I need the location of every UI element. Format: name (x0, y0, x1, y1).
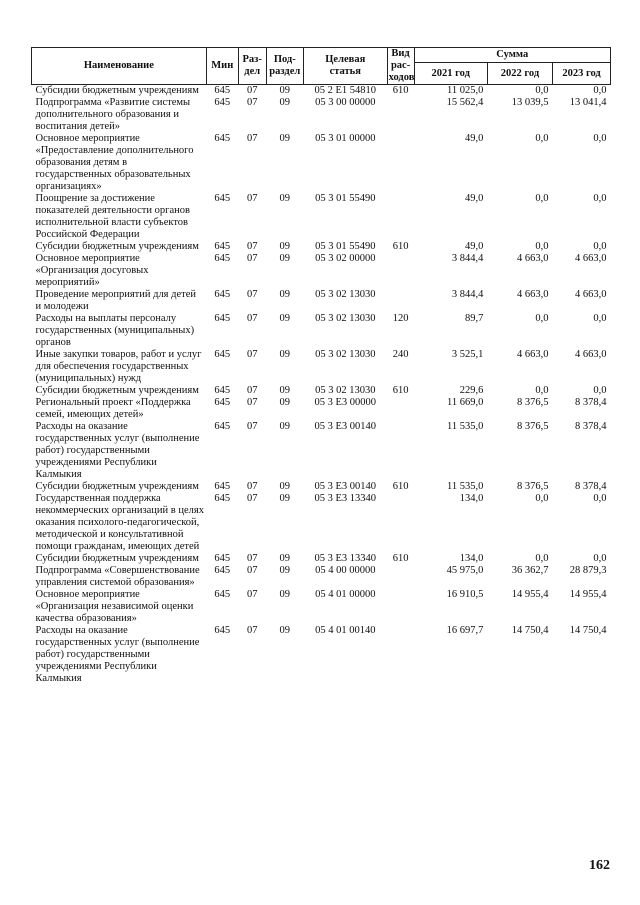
row-name: Субсидии бюджетным учреждениям (35, 385, 199, 396)
row-podrazdel: 09 (279, 493, 291, 504)
row-sum-2021: 229,6 (459, 385, 484, 396)
table-row (32, 85, 611, 98)
row-vid (387, 193, 414, 241)
table-row (32, 193, 611, 241)
row-sum-2021: 3 844,4 (451, 289, 484, 300)
row-name: Субсидии бюджетным учреждениям (35, 553, 199, 564)
row-sum-2021: 49,0 (465, 133, 484, 144)
row-sum-2021: 3 525,1 (451, 349, 484, 360)
row-sum-2023: 0,0 (593, 313, 607, 324)
row-name: Поощрение за достижение показателей деятельности органов исполнительной власти субъектов Российской Федерации (35, 193, 190, 240)
table-row (32, 385, 611, 397)
row-sum-2023: 4 663,0 (575, 289, 607, 300)
row-min: 645 (214, 553, 231, 564)
row-name: Проведение мероприятий для детей и молодежи (35, 289, 197, 312)
row-vid (387, 493, 414, 553)
row-name: Основное мероприятие «Организация независимой оценки качества образования» (35, 589, 194, 624)
row-sum-2023: 0,0 (593, 133, 607, 144)
row-min: 645 (214, 313, 231, 324)
table-row (32, 493, 611, 553)
row-min: 645 (214, 349, 231, 360)
row-podrazdel: 09 (279, 193, 291, 204)
row-target: 05 3 E3 00000 (314, 397, 377, 408)
row-sum-2022: 4 663,0 (517, 349, 549, 360)
row-sum-2021: 11 535,0 (447, 481, 484, 492)
row-min: 645 (214, 385, 231, 396)
row-sum-2021: 134,0 (459, 553, 484, 564)
table-row (32, 397, 611, 421)
row-podrazdel: 09 (279, 349, 291, 360)
header-vid: Вид рас- ходов (388, 48, 415, 83)
row-target: 05 3 01 55490 (315, 193, 376, 204)
row-sum-2023: 8 378,4 (575, 397, 607, 408)
row-name: Основное мероприятие «Организация досуговых мероприятий» (35, 253, 149, 288)
row-sum-2023: 4 663,0 (575, 349, 607, 360)
header-summa: Сумма (414, 48, 611, 63)
row-podrazdel: 09 (279, 133, 291, 144)
table-body (32, 85, 611, 686)
row-podrazdel: 09 (279, 481, 291, 492)
row-min: 645 (214, 97, 231, 108)
table-row (32, 97, 611, 133)
row-sum-2021: 15 562,4 (446, 97, 484, 108)
row-podrazdel: 09 (279, 289, 291, 300)
row-target: 05 4 00 00000 (315, 565, 376, 576)
row-name: Государственная поддержка некоммерческих организаций в целях оказания психолого-педагогической, методической и консультативной помощи гражданам, имеющих детей (35, 493, 204, 552)
row-target: 05 3 02 13030 (315, 349, 376, 360)
row-sum-2021: 134,0 (459, 493, 484, 504)
row-target: 05 3 02 13030 (315, 289, 376, 300)
row-sum-2023: 8 378,4 (575, 421, 607, 432)
row-podrazdel: 09 (279, 313, 291, 324)
row-vid (387, 565, 414, 589)
row-name: Основное мероприятие «Предоставление дополнительного образования детям в государственных образовательных организациях» (35, 133, 194, 192)
row-sum-2023: 14 750,4 (569, 625, 607, 636)
row-sum-2023: 14 955,4 (569, 589, 607, 600)
row-podrazdel: 09 (279, 553, 291, 564)
row-sum-2021: 16 697,7 (446, 625, 484, 636)
row-sum-2022: 13 039,5 (511, 97, 549, 108)
row-razdel: 07 (246, 493, 258, 504)
row-sum-2022: 4 663,0 (517, 253, 549, 264)
row-razdel: 07 (246, 421, 258, 432)
row-razdel: 07 (246, 349, 258, 360)
row-sum-2022: 8 376,5 (517, 421, 549, 432)
row-sum-2021: 49,0 (465, 193, 484, 204)
row-target: 05 3 E3 00140 (314, 421, 377, 432)
table-header (32, 48, 611, 85)
row-name: Подпрограмма «Развитие системы дополнительного образования и воспитания детей» (35, 97, 191, 132)
header-2023: 2023 год (553, 63, 611, 85)
row-min: 645 (214, 565, 231, 576)
row-sum-2022: 14 750,4 (511, 625, 549, 636)
row-target: 05 3 01 55490 (315, 241, 376, 252)
header-razdel: Раз- дел (238, 48, 266, 85)
table-row (32, 481, 611, 493)
row-min: 645 (214, 493, 231, 504)
header-2022: 2022 год (487, 63, 552, 85)
row-min: 645 (214, 85, 231, 96)
row-podrazdel: 09 (279, 625, 291, 636)
header-2021: 2021 год (414, 63, 487, 85)
row-razdel: 07 (246, 589, 258, 600)
row-min: 645 (214, 625, 231, 636)
row-min: 645 (214, 193, 231, 204)
row-sum-2022: 0,0 (535, 241, 549, 252)
row-name: Подпрограмма «Совершенствование управления системой образования» (35, 565, 200, 588)
row-razdel: 07 (246, 385, 258, 396)
table-row (32, 133, 611, 193)
row-target: 05 2 E1 54810 (314, 85, 377, 96)
table-row (32, 289, 611, 313)
page-number: 162 (589, 858, 610, 873)
row-target: 05 3 02 13030 (315, 385, 376, 396)
row-min: 645 (214, 397, 231, 408)
table-row (32, 625, 611, 685)
row-sum-2022: 0,0 (535, 85, 549, 96)
row-vid (387, 133, 414, 193)
row-sum-2022: 0,0 (535, 553, 549, 564)
row-podrazdel: 09 (279, 385, 291, 396)
row-sum-2023: 4 663,0 (575, 253, 607, 264)
row-vid: 610 (392, 241, 409, 252)
row-razdel: 07 (246, 397, 258, 408)
row-min: 645 (214, 253, 231, 264)
row-vid: 120 (392, 313, 409, 324)
row-sum-2023: 0,0 (593, 85, 607, 96)
row-podrazdel: 09 (279, 421, 291, 432)
row-podrazdel: 09 (279, 565, 291, 576)
row-name: Расходы на выплаты персоналу государственных (муниципальных) органов (35, 313, 195, 348)
row-vid (387, 253, 414, 289)
row-sum-2023: 0,0 (593, 385, 607, 396)
header-target: Целевая статья (303, 48, 387, 85)
row-sum-2023: 0,0 (593, 553, 607, 564)
row-razdel: 07 (246, 133, 258, 144)
row-name: Иные закупки товаров, работ и услуг для обеспечения государственных (муниципальных) нужд (35, 349, 202, 384)
row-target: 05 3 01 00000 (315, 133, 376, 144)
row-vid (387, 589, 414, 625)
row-vid (387, 397, 414, 421)
row-sum-2021: 11 535,0 (447, 421, 484, 432)
row-razdel: 07 (246, 253, 258, 264)
row-vid (387, 97, 414, 133)
row-sum-2021: 16 910,5 (446, 589, 484, 600)
row-sum-2022: 0,0 (535, 193, 549, 204)
row-min: 645 (214, 241, 231, 252)
row-sum-2023: 28 879,3 (569, 565, 607, 576)
row-sum-2021: 45 975,0 (446, 565, 484, 576)
row-sum-2022: 0,0 (535, 493, 549, 504)
table-row (32, 553, 611, 565)
row-podrazdel: 09 (279, 97, 291, 108)
row-name: Региональный проект «Поддержка семей, имеющих детей» (35, 397, 191, 420)
row-razdel: 07 (246, 553, 258, 564)
row-min: 645 (214, 289, 231, 300)
row-target: 05 3 E3 13340 (314, 553, 377, 564)
table-row (32, 253, 611, 289)
row-min: 645 (214, 589, 231, 600)
row-sum-2021: 11 669,0 (447, 397, 484, 408)
row-razdel: 07 (246, 97, 258, 108)
row-vid: 610 (392, 481, 409, 492)
table-row (32, 565, 611, 589)
row-razdel: 07 (246, 85, 258, 96)
row-razdel: 07 (246, 241, 258, 252)
row-razdel: 07 (246, 565, 258, 576)
row-sum-2021: 49,0 (465, 241, 484, 252)
row-target: 05 4 01 00140 (315, 625, 376, 636)
row-podrazdel: 09 (279, 589, 291, 600)
row-sum-2022: 0,0 (535, 385, 549, 396)
row-min: 645 (214, 481, 231, 492)
row-sum-2021: 89,7 (465, 313, 484, 324)
table-row (32, 241, 611, 253)
table-row (32, 421, 611, 481)
row-sum-2022: 8 376,5 (517, 481, 549, 492)
row-sum-2023: 8 378,4 (575, 481, 607, 492)
row-sum-2023: 0,0 (593, 241, 607, 252)
row-target: 05 3 E3 13340 (314, 493, 377, 504)
row-sum-2023: 0,0 (593, 493, 607, 504)
row-sum-2022: 14 955,4 (511, 589, 549, 600)
row-vid (387, 421, 414, 481)
row-sum-2022: 8 376,5 (517, 397, 549, 408)
row-name: Расходы на оказание государственных услуг (выполнение работ) государственными учреждениями Республики Калмыкия (35, 625, 200, 684)
row-vid (387, 625, 414, 685)
row-podrazdel: 09 (279, 85, 291, 96)
row-vid: 610 (392, 385, 409, 396)
table-row (32, 589, 611, 625)
row-target: 05 4 01 00000 (315, 589, 376, 600)
row-name: Субсидии бюджетным учреждениям (35, 85, 199, 96)
row-target: 05 3 02 00000 (315, 253, 376, 264)
row-name: Субсидии бюджетным учреждениям (35, 481, 199, 492)
row-sum-2022: 0,0 (535, 133, 549, 144)
row-sum-2023: 0,0 (593, 193, 607, 204)
row-sum-2023: 13 041,4 (569, 97, 607, 108)
row-podrazdel: 09 (279, 253, 291, 264)
row-razdel: 07 (246, 313, 258, 324)
row-sum-2022: 0,0 (535, 313, 549, 324)
row-min: 645 (214, 133, 231, 144)
row-sum-2021: 11 025,0 (447, 85, 484, 96)
row-razdel: 07 (246, 625, 258, 636)
row-target: 05 3 E3 00140 (314, 481, 377, 492)
row-target: 05 3 02 13030 (315, 313, 376, 324)
row-min: 645 (214, 421, 231, 432)
row-razdel: 07 (246, 481, 258, 492)
row-name: Расходы на оказание государственных услуг (выполнение работ) государственными учреждениями Республики Калмыкия (35, 421, 200, 480)
row-vid (387, 289, 414, 313)
row-sum-2022: 36 362,7 (511, 565, 549, 576)
row-sum-2021: 3 844,4 (451, 253, 484, 264)
header-name: Наименование (32, 48, 207, 85)
budget-table (31, 47, 611, 685)
row-vid: 610 (392, 85, 409, 96)
row-razdel: 07 (246, 289, 258, 300)
row-razdel: 07 (246, 193, 258, 204)
table-row (32, 349, 611, 385)
row-target: 05 3 00 00000 (315, 97, 376, 108)
row-podrazdel: 09 (279, 241, 291, 252)
row-vid: 240 (392, 349, 409, 360)
row-name: Субсидии бюджетным учреждениям (35, 241, 199, 252)
row-podrazdel: 09 (279, 397, 291, 408)
row-vid: 610 (392, 553, 409, 564)
header-podrazdel: Под- раздел (266, 48, 303, 85)
row-sum-2022: 4 663,0 (517, 289, 549, 300)
header-min: Мин (206, 48, 238, 85)
table-row (32, 313, 611, 349)
